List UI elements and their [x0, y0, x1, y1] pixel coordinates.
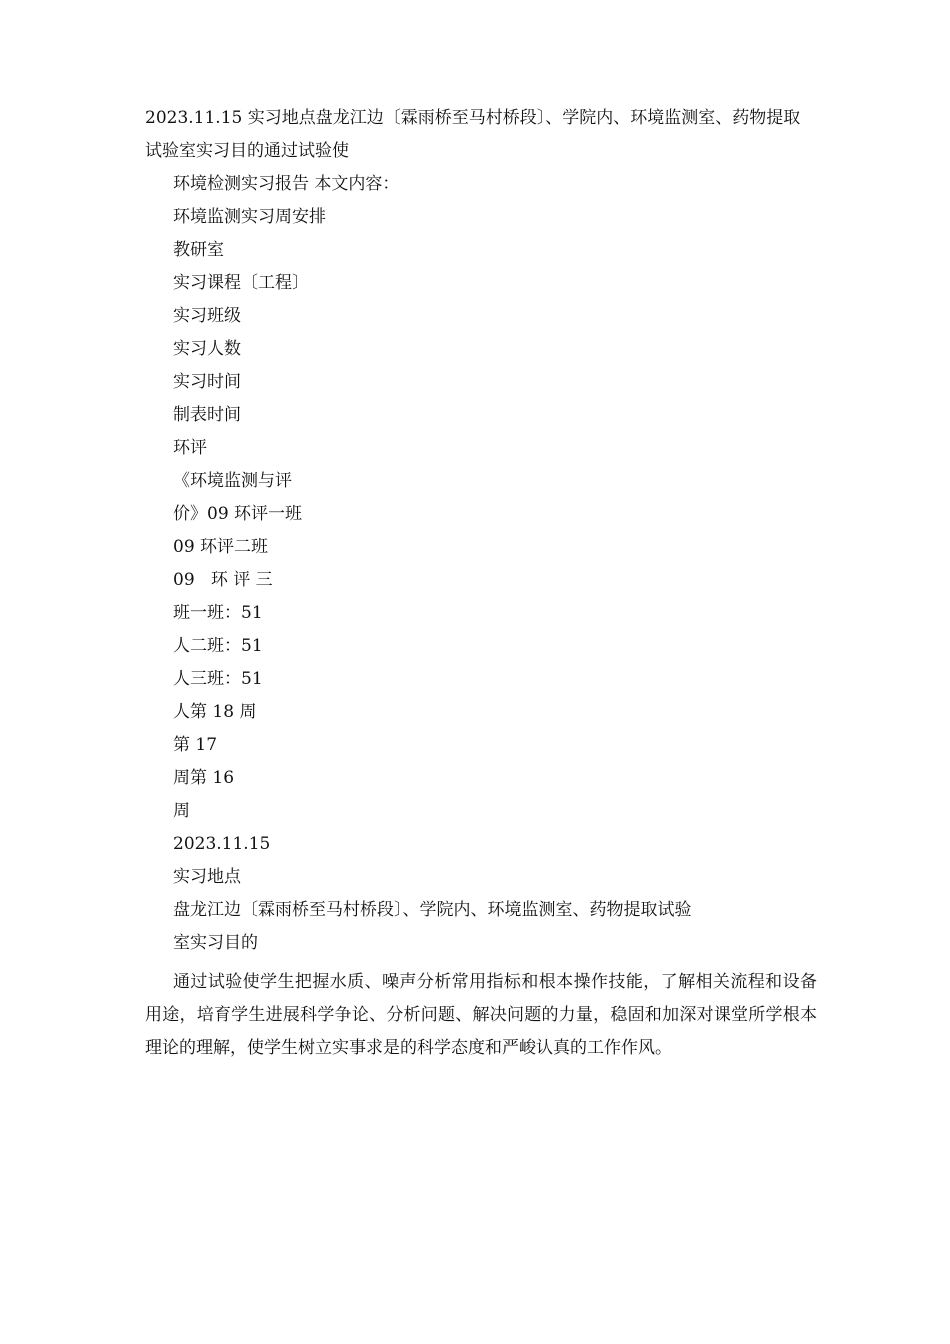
text-line: 人第 18 周	[173, 702, 257, 722]
text-line: 2023.11.15	[173, 834, 271, 854]
text-line: 实习时间	[173, 372, 241, 392]
text-line: 第 17	[173, 735, 218, 755]
text-line: 价》09 环评一班	[173, 504, 303, 524]
text-line: 环境监测实习周安排	[173, 207, 326, 227]
purpose-paragraph: 通过试验使学生把握水质、噪声分析常用指标和根本操作技能，了解相关流程和设备用途，培育学生进展科学争论、分析问题、解决问题的力量，稳固和加深对课堂所学根本理论的理解，使学生树立实事求是的科学态度和严峻认真的工作作风。	[145, 972, 817, 1058]
text-line: 制表时间	[173, 405, 241, 425]
text-line: 盘龙江边〔霖雨桥至马村桥段〕、学院内、环境监测室、药物提取试验	[173, 900, 692, 920]
text-line: 09 环 评 三	[173, 570, 273, 590]
text-line: 室实习目的	[173, 933, 258, 953]
text-line: 环境检测实习报告 本文内容：	[173, 174, 400, 194]
text-line: 教研室	[173, 240, 224, 260]
schedule-lines	[173, 168, 813, 960]
text-line: 实习人数	[173, 339, 241, 359]
text-line: 环评	[173, 438, 207, 458]
text-line: 人三班：51	[173, 669, 263, 689]
text-line: 实习班级	[173, 306, 241, 326]
text-line: 周第 16	[173, 768, 235, 788]
text-line: 09 环评二班	[173, 537, 269, 557]
text-line: 人二班：51	[173, 636, 263, 656]
text-line: 实习课程〔工程〕	[173, 273, 309, 293]
intro-paragraph: 2023.11.15 实习地点盘龙江边〔霖雨桥至马村桥段〕、学院内、环境监测室、药物提取试验室实习目的通过试验使	[145, 108, 801, 161]
text-line: 《环境监测与评	[173, 471, 292, 491]
text-line: 班一班：51	[173, 603, 263, 623]
text-line: 实习地点	[173, 867, 241, 887]
text-line: 周	[173, 801, 190, 821]
